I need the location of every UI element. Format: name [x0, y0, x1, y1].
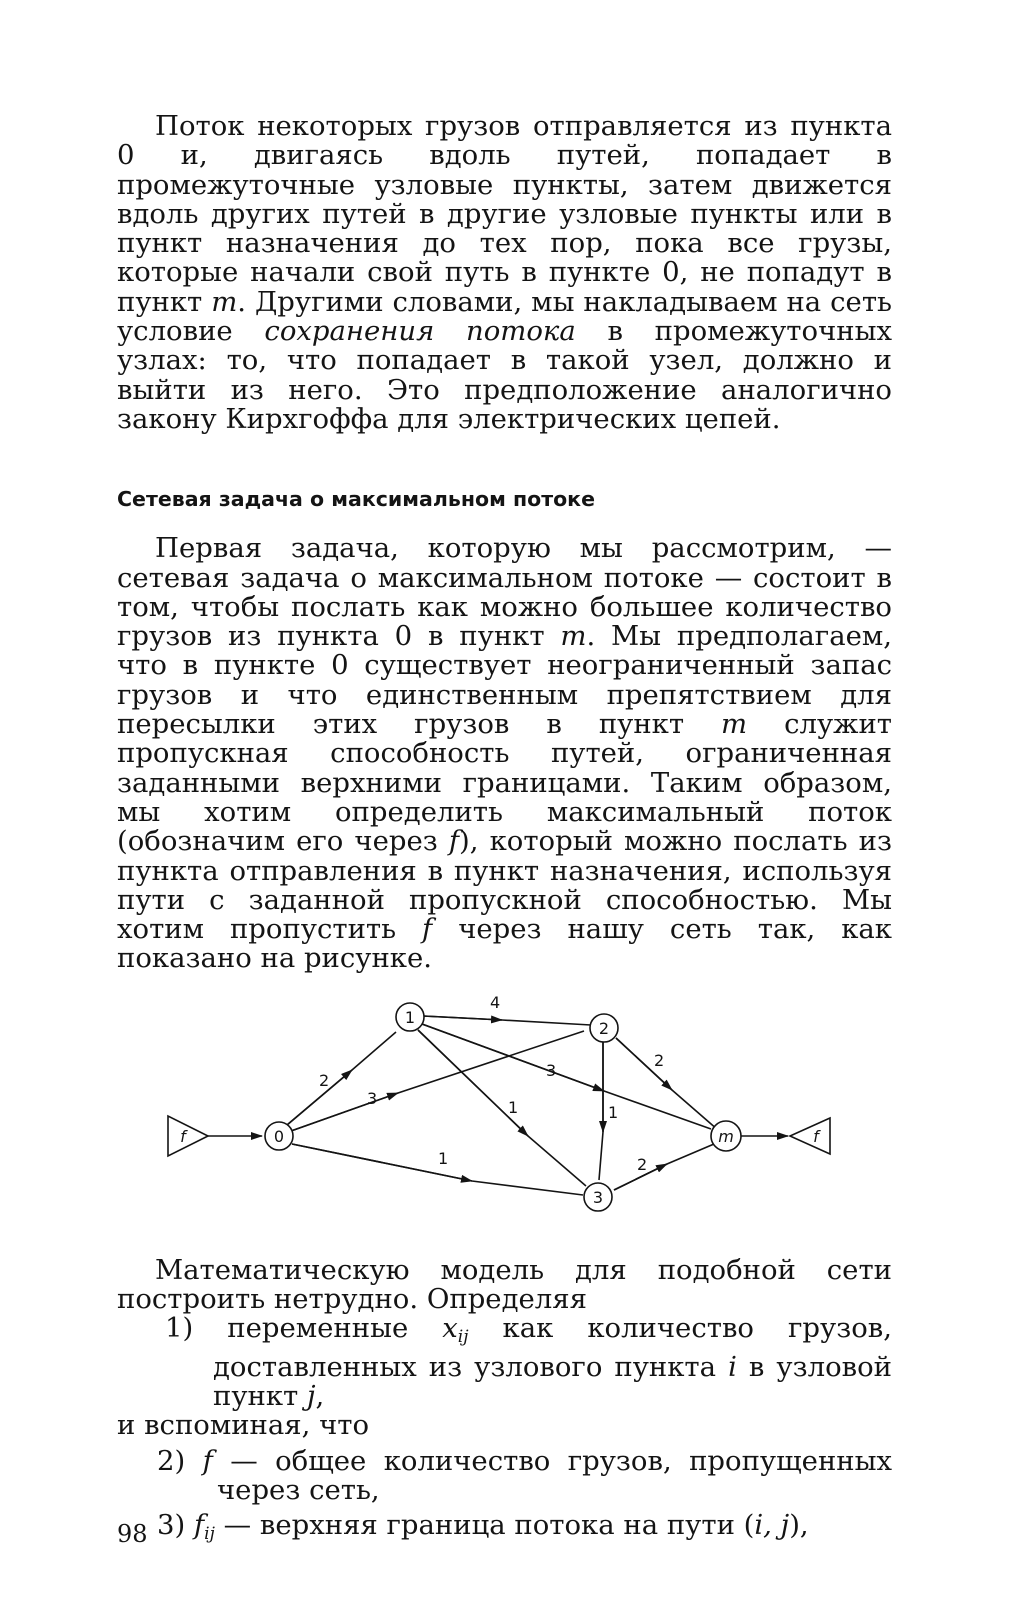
text-run: переменные	[227, 1312, 443, 1345]
math-var: f	[422, 913, 433, 946]
list-item-2	[117, 1444, 892, 1506]
capacity-label: 2	[637, 1154, 648, 1174]
subscript: ij	[457, 1327, 469, 1348]
text-run: через нашу сеть так, как показано на рисунке.	[117, 913, 892, 975]
capacity-label: 4	[490, 992, 501, 1012]
list-number: 2)	[157, 1444, 186, 1477]
math-var: f	[202, 1444, 213, 1477]
capacity-label: 1	[608, 1102, 619, 1122]
text-run: — верхняя граница потока на пути (	[214, 1509, 755, 1542]
list-item-1	[117, 1314, 892, 1411]
capacity-label: 2	[654, 1050, 665, 1070]
text-run: ,	[315, 1379, 325, 1412]
node-3-label: 3	[592, 1187, 604, 1207]
capacity-label: 1	[438, 1148, 449, 1168]
text-run: ),	[789, 1509, 809, 1542]
paragraph-1	[117, 112, 892, 434]
text-run: в промежуточных узлах: то, что попадает в такой узел, должно и выйти из него. Это предположение аналогично закону Кирхгоффа для электрических цепей.	[117, 315, 892, 435]
math-var: m	[211, 285, 238, 318]
sink-triangle	[790, 1118, 830, 1154]
node-2-label: 2	[598, 1018, 610, 1038]
capacity-label: 2	[319, 1070, 330, 1090]
math-var: j	[306, 1379, 316, 1412]
node-m-label: m	[718, 1126, 734, 1146]
page-number: 98	[117, 1520, 148, 1548]
text-run: в узловой пункт	[213, 1350, 892, 1412]
capacity-label: 1	[508, 1097, 519, 1117]
node-0-label: 0	[273, 1126, 285, 1146]
math-var: m	[560, 620, 587, 653]
capacity-label: 3	[546, 1060, 557, 1080]
sink-label: f	[813, 1126, 819, 1146]
text-run: служит пропускная способность путей, ограниченная заданными верхними границами. Таким образом, мы хотим определить максимальный поток (обозначим его через	[117, 708, 892, 858]
math-var: f	[193, 1509, 205, 1542]
node-1-label: 1	[404, 1007, 416, 1027]
text-run: . Мы предполагаем, что в пункте 0 существует неограниченный запас грузов и что единственным препятствием для пересылки этих грузов в пункт	[117, 620, 892, 741]
math-var: i, j	[754, 1509, 790, 1542]
source-label: f	[180, 1126, 186, 1146]
paragraph-3: Математическую модель для подобной сети построить нетрудно. Определяя	[117, 1253, 892, 1316]
math-var: m	[721, 708, 748, 741]
network-diagram	[162, 992, 842, 1234]
paragraph-2	[117, 534, 892, 973]
text-run: . Другими словами, мы накладываем на сеть условие	[117, 285, 892, 348]
section-heading: Сетевая задача о максимальном потоке	[117, 487, 595, 512]
text-run: ), который можно послать из пункта отправления в пункт назначения, используя пути с заданной пропускной способностью. Мы хотим пропустить	[117, 825, 892, 946]
list-number: 1)	[165, 1312, 194, 1345]
subscript: ij	[204, 1524, 215, 1545]
list-item-3	[117, 1511, 892, 1549]
text-run: как количество грузов, доставленных из узлового пункта	[213, 1312, 892, 1383]
capacity-label: 3	[367, 1088, 378, 1108]
math-var: f	[448, 825, 460, 858]
italic-term: сохранения потока	[264, 315, 576, 348]
list-number: 3)	[157, 1509, 186, 1542]
math-var: x	[442, 1312, 458, 1345]
text-run: Поток некоторых грузов отправляется из пункта 0 и, двигаясь вдоль путей, попадает в промежуточные узловые пункты, затем движется вдоль других путей в другие узловые пункты или в пункт назначения до тех пор, пока все грузы, которые начали свой путь в пункте 0, не попадут в пункт	[117, 110, 892, 318]
math-var: i	[728, 1350, 737, 1383]
text-run: Первая задача, которую мы рассмотрим, — сетевая задача о максимальном потоке — состоит в том, чтобы послать как можно большее количество грузов из пункта 0 в пункт	[117, 532, 892, 653]
page-body	[117, 112, 892, 1549]
source-triangle	[168, 1116, 208, 1156]
list-continuation: и вспоминая, что	[117, 1409, 370, 1442]
text-run: — общее количество грузов, пропущенных через сеть,	[212, 1444, 892, 1506]
